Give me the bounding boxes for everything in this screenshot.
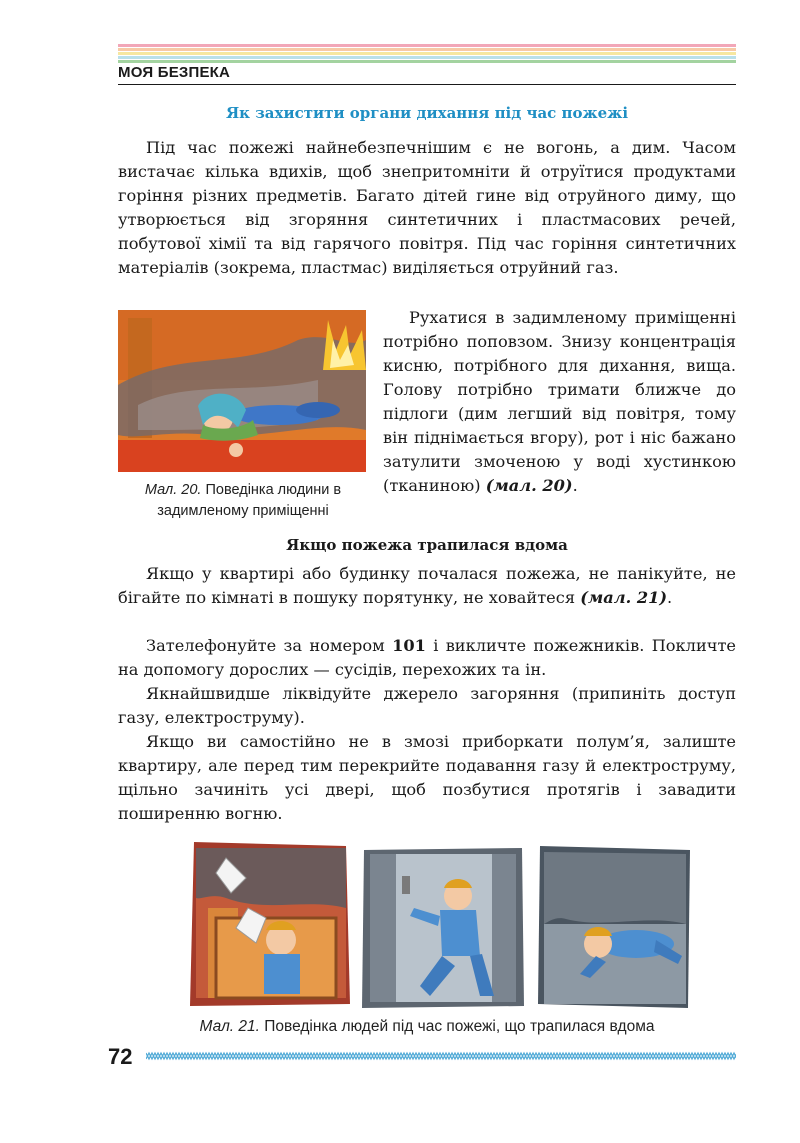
figure-20-caption-text: Поведінка людини в задимленому приміщенні bbox=[157, 482, 342, 519]
figure-20-caption bbox=[118, 480, 368, 522]
subheading: Якщо пожежа трапилася вдома bbox=[286, 536, 568, 554]
paragraph-4: Якщо ви самостійно не в змозі приборкати полум’я, залиште квартиру, але перед тим перекрийте подавання газу й електроструму, щільно зачиніть усі двері, щоб позбутися протягів і завадити поширенню вогню. bbox=[118, 732, 736, 823]
header-stripes bbox=[118, 44, 736, 66]
paragraph-2 bbox=[118, 634, 736, 682]
figure-21-label: Мал. 21. bbox=[199, 1018, 260, 1035]
figure-20-reference: (мал. 20) bbox=[485, 476, 573, 495]
side-paragraph-text: Рухатися в задимленому приміщенні потрібно поповзом. Знизу концентрація кисню, потрібного для дихання, вища. Голову потрібно тримати ближче до підлоги (дим легший від повітря, тому він піднімається вгору), рот і ніс бажано затулити змоченою у воді хустинкою (тканиною) bbox=[383, 308, 736, 495]
page-title: Як захистити органи дихання під час пожежі bbox=[225, 104, 629, 122]
paragraph-1-text: Якщо у квартирі або будинку почалася пожежа, не панікуйте, не бігайте по кімнаті в пошуку порятунку, не ховайтеся bbox=[118, 564, 736, 607]
figure-21-panel-window bbox=[186, 838, 352, 1010]
intro-paragraph: Під час пожежі найнебезпечнішим є не вогонь, а дим. Часом вистачає кілька вдихів, щоб знепритомніти й отруїтися продуктами горіння різних предметів. Багато дітей гине від отруйного диму, що утворюється від згоряння синтетичних і пластмасових речей, побутової хімії та від гарячого повітря. Під час горіння синтетичних матеріалів (зокрема, пластмас) виділяється отруйний газ. bbox=[118, 138, 736, 277]
section-label: МОЯ БЕЗПЕКА bbox=[118, 64, 231, 81]
footer-wave-ornament bbox=[146, 1049, 736, 1063]
figure-21-panel-crawl bbox=[536, 844, 692, 1010]
paragraph-2-text-a: Зателефонуйте за номером bbox=[146, 636, 385, 655]
figure-21-panel-door bbox=[360, 846, 526, 1010]
page-number: 72 bbox=[108, 1044, 133, 1069]
emergency-number: 101 bbox=[392, 636, 426, 655]
figure-21-caption-text: Поведінка людей під час пожежі, що трапилася вдома bbox=[264, 1018, 655, 1035]
paragraph-1: Якщо у квартирі або будинку почалася пожежа, не панікуйте, не бігайте по кімнаті в пошуку порятунку, не ховайтеся (мал. 21). bbox=[118, 564, 736, 607]
paragraph-3: Якнайшвидше ліквідуйте джерело загоряння (припиніть доступ газу, електроструму). bbox=[118, 684, 736, 727]
figure-20-illustration bbox=[118, 310, 366, 472]
figure-20-label: Мал. 20. bbox=[144, 482, 202, 498]
paragraph-2-text-b: і викличте пожежників. Покличте на допомогу дорослих — сусідів, перехожих та ін. bbox=[118, 636, 736, 679]
section-rule bbox=[118, 84, 736, 85]
side-paragraph: Рухатися в задимленому приміщенні потрібно поповзом. Знизу концентрація кисню, потрібного для дихання, вища. Голову потрібно тримати ближче до підлоги (дим легший від повітря, тому він піднімається вгору), рот і ніс бажано затулити змоченою у воді хустинкою (тканиною) (мал. 20). bbox=[383, 308, 736, 495]
figure-21-caption bbox=[118, 1016, 736, 1037]
figure-21-reference: (мал. 21) bbox=[580, 588, 668, 607]
